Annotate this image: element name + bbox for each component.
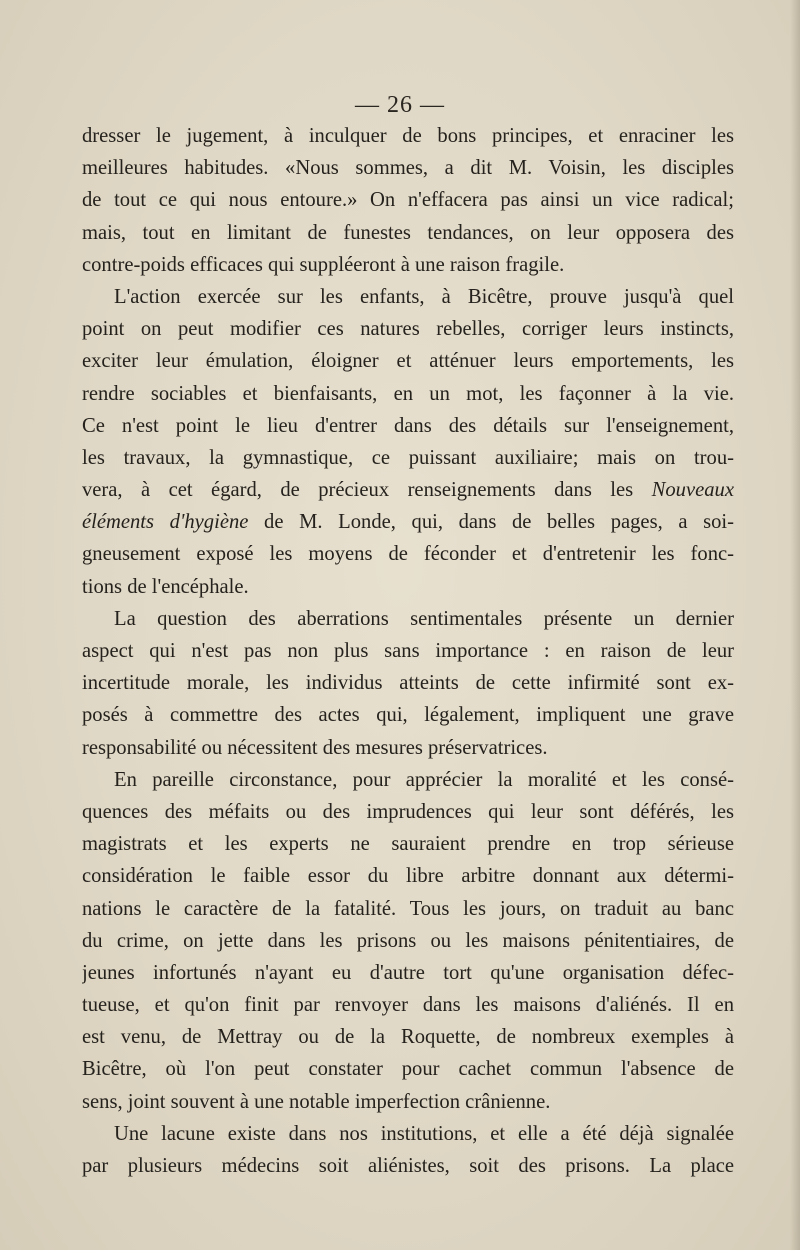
line-text: responsabilité ou nécessitent des mesures préservatrices. (82, 736, 548, 759)
text-line (82, 667, 734, 699)
text-line (82, 281, 734, 313)
text-line (82, 1053, 734, 1085)
italic-title: Nouveaux (651, 479, 734, 502)
line-text: mais, tout en limitant de funestes tendances, on leur opposera des (82, 221, 734, 244)
page-number: — 26 — (355, 92, 445, 118)
line-text: considération le faible essor du libre arbitre donnant aux détermi- (82, 865, 734, 888)
text-line (82, 1150, 734, 1182)
line-text: La question des aberrations sentimentales présente un dernier (114, 607, 734, 630)
text-line (82, 152, 734, 184)
page-edge-shadow (790, 0, 800, 1250)
text-line (82, 345, 734, 377)
text-line (82, 764, 734, 796)
text-line (82, 989, 734, 1021)
line-text: les travaux, la gymnastique, ce puissant auxiliaire; mais on trou- (82, 446, 734, 469)
line-text: contre-poids efficaces qui suppléeront à une raison fragile. (82, 253, 565, 276)
italic-title: éléments d'hygiène (82, 511, 249, 534)
text-line (82, 217, 734, 249)
text-line (82, 828, 734, 860)
line-text: quences des méfaits ou des imprudences qui leur sont déférés, les (82, 800, 734, 823)
line-text: sens, joint souvent à une notable imperfection crânienne. (82, 1090, 551, 1113)
text-line (82, 893, 734, 925)
text-line (82, 249, 734, 281)
text-line (82, 732, 734, 764)
line-text: de M. Londe, qui, dans de belles pages, a soi- (264, 511, 734, 534)
text-line (82, 474, 734, 506)
line-text: point on peut modifier ces natures rebelles, corriger leurs instincts, (82, 318, 734, 341)
text-line (82, 571, 734, 603)
line-text: gneusement exposé les moyens de féconder et d'entretenir les fonc- (82, 543, 734, 566)
text-line (82, 635, 734, 667)
line-text: est venu, de Mettray ou de la Roquette, de nombreux exemples à (82, 1026, 734, 1049)
text-line (82, 796, 734, 828)
text-line (82, 860, 734, 892)
line-text: rendre sociables et bienfaisants, en un mot, les façonner à la vie. (82, 382, 734, 405)
text-line (82, 410, 734, 442)
text-line (82, 603, 734, 635)
line-text: tueuse, et qu'on finit par renvoyer dans les maisons d'aliénés. Il en (82, 994, 734, 1017)
text-line (82, 120, 734, 152)
text-line (82, 378, 734, 410)
line-text: posés à commettre des actes qui, légalement, impliquent une grave (82, 704, 734, 727)
text-line (82, 506, 734, 538)
line-text: Une lacune existe dans nos institutions, et elle a été déjà signalée (114, 1122, 734, 1145)
text-line (82, 538, 734, 570)
line-text: L'action exercée sur les enfants, à Bicêtre, prouve jusqu'à quel (114, 285, 734, 308)
line-text: tions de l'encéphale. (82, 575, 249, 598)
line-text: par plusieurs médecins soit aliénistes, soit des prisons. La place (82, 1155, 734, 1177)
text-line (82, 1086, 734, 1118)
line-text: meilleures habitudes. «Nous sommes, a dit M. Voisin, les disciples (82, 157, 734, 180)
line-text: incertitude morale, les individus atteints de cette infirmité sont ex- (82, 672, 734, 695)
line-text: exciter leur émulation, éloigner et atténuer leurs emportements, les (82, 350, 734, 373)
text-line (82, 957, 734, 989)
text-line (82, 925, 734, 957)
line-text: magistrats et les experts ne sauraient prendre en trop sérieuse (82, 833, 734, 856)
body-text (82, 120, 734, 1182)
line-text: jeunes infortunés n'ayant eu d'autre tort qu'une organisation défec- (82, 961, 734, 984)
text-line (82, 699, 734, 731)
line-text: aspect qui n'est pas non plus sans importance : en raison de leur (82, 640, 734, 662)
text-line (82, 184, 734, 216)
line-text: Ce n'est point le lieu d'entrer dans des détails sur l'enseignement, (82, 414, 734, 437)
text-line (82, 442, 734, 474)
line-text: En pareille circonstance, pour apprécier la moralité et les consé- (114, 768, 734, 791)
line-text: de tout ce qui nous entoure.» On n'effacera pas ainsi un vice radical; (82, 189, 734, 212)
text-line (82, 1118, 734, 1150)
text-line (82, 1021, 734, 1053)
line-text: nations le caractère de la fatalité. Tous les jours, on traduit au banc (82, 897, 734, 920)
line-text: Bicêtre, où l'on peut constater pour cachet commun l'absence de (82, 1058, 734, 1081)
line-text: vera, à cet égard, de précieux renseignements dans les (82, 479, 634, 502)
line-text: dresser le jugement, à inculquer de bons principes, et enraciner les (82, 125, 734, 147)
line-text: du crime, on jette dans les prisons ou les maisons pénitentiaires, de (82, 929, 734, 952)
text-line (82, 313, 734, 345)
